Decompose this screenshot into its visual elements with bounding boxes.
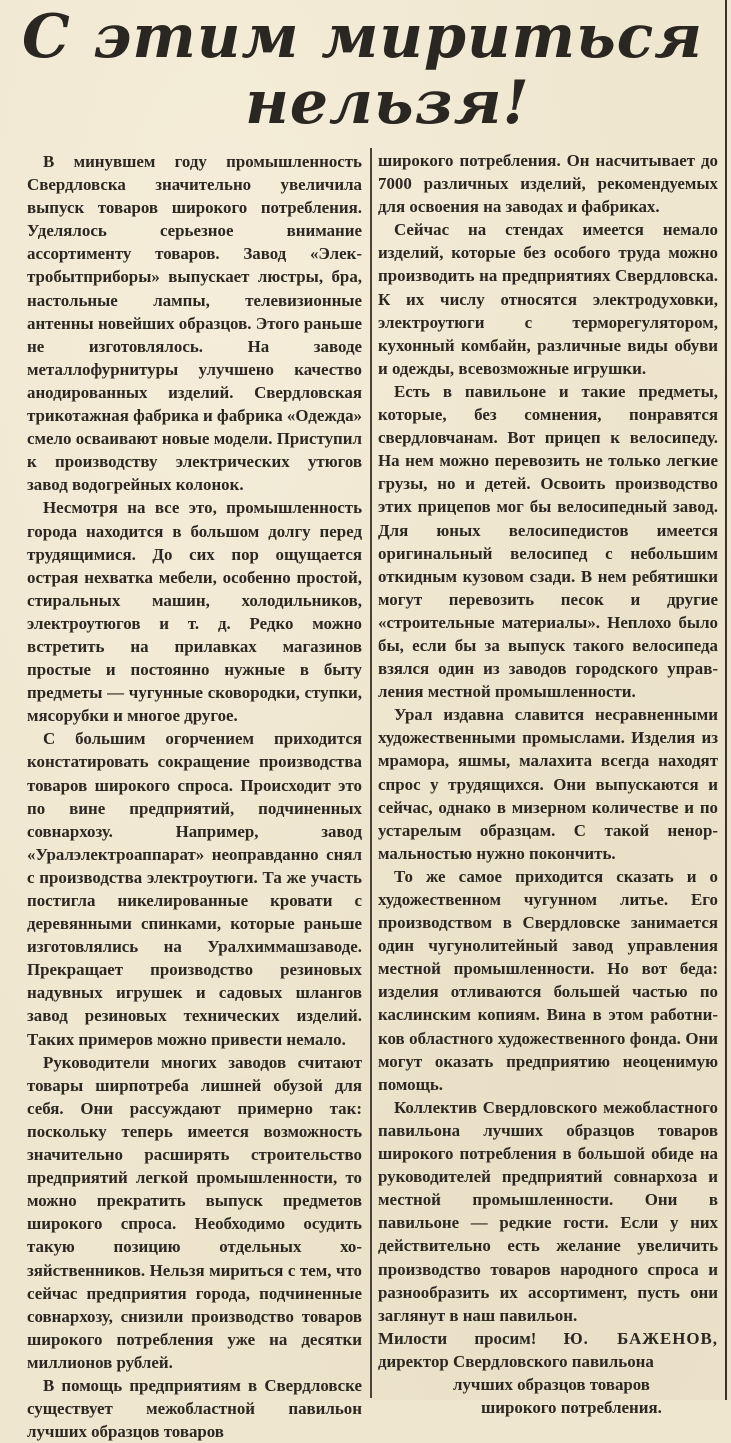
paragraph: Урал издавна славится несравненными художественными промыслами. Изделия из мрамора, яшмы, малахита всегда находят спрос у трудящихся. Они выпускаются и сейчас, однако в мизерном количестве и по устарелым образцам. С такой ненормальностью нужно покончить. — [378, 705, 718, 863]
author-name: Ю. БАЖЕНОВ, — [563, 1328, 718, 1348]
paragraph: С большим огорчением приходится констатировать сокращение производства товаров широкого спроса. Происходит это по вине предприятий, подчиненных совнархозу. Например, завод «Уралэлектроаппарат» неоправданно снял с производства электроутюги. Та же участь постигла никелированные кровати с деревянными спинками, которые раньше изготовлялись на Уралхиммашзаводе. Прекращает производство резиновых надувных игрушек и садовых шлангов завод резиновых технических изделий. Таких примеров можно привести немало. — [27, 729, 362, 1049]
author-signature — [378, 1327, 718, 1419]
paragraph-continuation: широкого потребления. Он насчитывает до 7000 различных изделий, рекомендуемых для освоения на заводах и фабриках. — [378, 151, 718, 217]
closing-phrase: Милости просим! — [378, 1328, 537, 1348]
article-column-right — [378, 149, 718, 1419]
column-divider — [370, 148, 372, 1398]
author-title-line-1: директор Свердловского павильона — [378, 1351, 654, 1371]
author-title-line-3: широкого потребления. — [481, 1398, 662, 1418]
paragraph: Коллектив Свердловского межобластного павильона лучших образцов товаров широкого потребления в большой обиде на руководителей предприятий совнархоза и местной промышленности. Они в павильоне — редкие гости. Если у них действительно есть желание увеличить производство товаров народного спроса и разнообразить их ассортимент, пусть они заглянут в наш павильон. — [378, 1097, 718, 1325]
paragraph: Есть в павильоне и такие предметы, которые, без сомнения, понравятся свердловчанам. Вот прицеп к велосипеду. На нем можно перевозить не только легкие грузы, но и детей. Освоить производство этих прицепов мог бы велосипедный завод. Для юных велосипедистов имеется оригинальный велосипед с небольшим откидным кузовом сзади. В нем ребятишки могут перевозить песок и другие «строительные материалы». Неплохо было бы, если бы за выпуск такого велосипеда взялся один из заводов городского управления местной промышленности. — [378, 381, 718, 702]
paragraph: В помощь предприятиям в Свердловске существует межобластной павильон лучших образцов товаров — [27, 1375, 362, 1442]
article-headline — [0, 4, 725, 136]
author-title-line-2: лучших образцов товаров — [453, 1374, 650, 1394]
headline-line-2: нельзя! — [245, 68, 530, 138]
paragraph: То же самое приходится сказать и о художественном чугунном литье. Его производством в Свердловске занимается один чугунолитейный завод управления местной промышленности. Но вот беда: изделия отливаются большей частью по каслинским копиям. Вина в этом работников областного художественного фонда. Они могут оказать предприятию неоценимую помощь. — [378, 866, 718, 1094]
paragraph: Руководители многих заводов считают товары ширпотреба лишней обузой для себя. Они рассуждают примерно так: поскольку теперь имеется возможность значительно расширять строительство предприятий легкой промышленности, то можно прекратить выпуск предметов широкого спроса. Необходимо осудить такую позицию отдельных хозяйственников. Нельзя мириться с тем, что сейчас предприятия города, подчиненные совнархозу, снизили производство товаров широкого потребления уже на десятки миллионов рублей. — [27, 1052, 362, 1372]
paragraph: Сейчас на стендах имеется немало изделий, которые без особого труда можно производить на предприятиях Свердловска. К их числу относятся электродуховки, электроутюги с терморегулятором, кухонный комбайн, различные виды обуви и одежды, всевозможные игрушки. — [378, 220, 718, 378]
page-edge-rule — [725, 0, 727, 1400]
headline-line-1: С этим мириться — [22, 2, 703, 72]
article-column-left — [27, 150, 362, 1443]
paragraph: Несмотря на все это, промышленность города находится в большом долгу перед трудящимися. До сих пор ощущается острая нехватка мебели, особенно простой, стиральных машин, холодильников, электроутюгов и т. д. Редко можно встретить на прилавках магазинов простые и постоянно нужные в быту предметы — чугунные сковородки, ступки, мясорубки и многое другое. — [27, 498, 362, 726]
paragraph: В минувшем году промышленность Свердловска значительно увеличила выпуск товаров широкого потребления. Уделялось серьезное внимание ассортименту товаров. Завод «Электробытприборы» выпускает люстры, бра, настольные лампы, телевизионные антенны новейших образцов. Этого раньше не изготовлялось. На заводе металлофурнитуры улучшено качество анодированных изделий. Свердловская трикотажная фабрика и фабрика «Одежда» смело осваивают новые модели. Приступил к производству электрических утюгов завод водогрейных колонок. — [27, 152, 362, 495]
